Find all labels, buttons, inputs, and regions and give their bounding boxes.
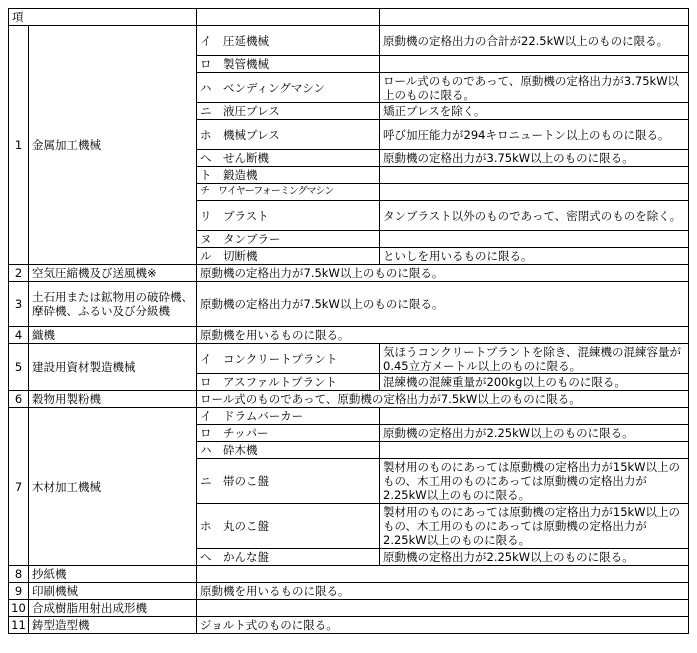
sub-item-condition: 原動機の定格出力が2.25kW以上のものに限る。: [380, 425, 689, 442]
row-number: 8: [9, 566, 29, 583]
sub-item-name: イ ドラムバーカー: [197, 408, 380, 425]
table-row: [9, 408, 689, 425]
sub-item-name: ル 切断機: [197, 248, 380, 265]
row-category: 抄紙機: [29, 566, 197, 583]
sub-item-condition: [380, 442, 689, 459]
row-condition: 原動機の定格出力が7.5kW以上のものに限る。: [197, 265, 689, 282]
row-number: 6: [9, 391, 29, 408]
sub-item-name: ニ 帯のこ盤: [197, 459, 380, 504]
table-row: [9, 344, 689, 374]
sub-item-name: ホ 機械プレス: [197, 120, 380, 150]
sub-item-name: へ せん断機: [197, 150, 380, 167]
table-row: [9, 566, 689, 583]
table-row: [9, 600, 689, 617]
sub-item-condition: 矯正プレスを除く。: [380, 103, 689, 120]
row-category: 金属加工機械: [29, 26, 197, 265]
table-row: [9, 327, 689, 344]
sub-item-condition: [380, 231, 689, 248]
sub-item-condition: タンブラスト以外のものであって、密閉式のものを除く。: [380, 201, 689, 231]
row-category: 建設用資材製造機械: [29, 344, 197, 391]
row-category: 土石用または鉱物用の破砕機、摩砕機、ふるい及び分級機: [29, 282, 197, 327]
sub-item-condition: 原動機の定格出力が2.25kW以上のものに限る。: [380, 549, 689, 566]
row-condition: ジョルト式のものに限る。: [197, 617, 689, 634]
row-number: 2: [9, 265, 29, 282]
row-category: 空気圧縮機及び送風機※: [29, 265, 197, 282]
sub-item-condition: 原動機の定格出力が3.75kW以上のものに限る。: [380, 150, 689, 167]
table-row: [9, 265, 689, 282]
sub-item-condition: 気ほうコンクリートプラントを除き、混練機の混練容量が0.45立方メートル以上のものに限る。: [380, 344, 689, 374]
sub-item-name: へ かんな盤: [197, 549, 380, 566]
table-row: [9, 26, 689, 56]
row-number: 7: [9, 408, 29, 566]
sub-item-condition: 呼び加圧能力が294キロニュートン以上のものに限る。: [380, 120, 689, 150]
row-number: 11: [9, 617, 29, 634]
sub-item-condition: [380, 408, 689, 425]
sub-item-name: ニ 液圧プレス: [197, 103, 380, 120]
sub-item-condition: ロール式のものであって、原動機の定格出力が3.75kW以上のものに限る。: [380, 73, 689, 103]
row-number: 10: [9, 600, 29, 617]
header-blank-cell: [197, 9, 380, 26]
row-number: 1: [9, 26, 29, 265]
sub-item-condition: 製材用のものにあっては原動機の定格出力が15kW以上のもの、木工用のものにあっては原動機の定格出力が2.25kW以上のものに限る。: [380, 504, 689, 549]
header-blank-cell: [380, 9, 689, 26]
sub-item-condition: といしを用いるものに限る。: [380, 248, 689, 265]
row-category: 木材加工機械: [29, 408, 197, 566]
sub-item-name: ホ 丸のこ盤: [197, 504, 380, 549]
row-category: 鋳型造型機: [29, 617, 197, 634]
facility-list-table: [8, 8, 689, 634]
row-number: 3: [9, 282, 29, 327]
sub-item-name: ハ ベンディングマシン: [197, 73, 380, 103]
regulation-table-container: [8, 8, 689, 634]
sub-item-condition: 混練機の混練重量が200kg以上のものに限る。: [380, 374, 689, 391]
sub-item-name: ト 鍛造機: [197, 167, 380, 184]
sub-item-name: ロ アスファルトプラント: [197, 374, 380, 391]
table-row: [9, 617, 689, 634]
row-condition: 原動機を用いるものに限る。: [197, 583, 689, 600]
sub-item-condition: 原動機の定格出力の合計が22.5kW以上のものに限る。: [380, 26, 689, 56]
row-condition: ロール式のものであって、原動機の定格出力が7.5kW以上のものに限る。: [197, 391, 689, 408]
sub-item-condition: [380, 56, 689, 73]
sub-item-name: リ ブラスト: [197, 201, 380, 231]
sub-item-condition: 製材用のものにあっては原動機の定格出力が15kW以上のもの、木工用のものにあっては原動機の定格出力が2.25kW以上のものに限る。: [380, 459, 689, 504]
table-row: [9, 583, 689, 600]
row-category: 合成樹脂用射出成形機: [29, 600, 197, 617]
table-row: [9, 282, 689, 327]
table-row: [9, 391, 689, 408]
row-condition: 原動機を用いるものに限る。: [197, 327, 689, 344]
sub-item-name: ロ チッパー: [197, 425, 380, 442]
row-condition: 原動機の定格出力が7.5kW以上のものに限る。: [197, 282, 689, 327]
header-item-label: 項: [9, 9, 197, 26]
sub-item-name: ハ 砕木機: [197, 442, 380, 459]
sub-item-name: イ コンクリートプラント: [197, 344, 380, 374]
row-category: 織機: [29, 327, 197, 344]
row-category: 穀物用製粉機: [29, 391, 197, 408]
row-category: 印刷機械: [29, 583, 197, 600]
row-condition: [197, 566, 689, 583]
sub-item-name: イ 圧延機械: [197, 26, 380, 56]
row-number: 4: [9, 327, 29, 344]
table-header-row: [9, 9, 689, 26]
row-condition: [197, 600, 689, 617]
row-number: 5: [9, 344, 29, 391]
sub-item-name: ロ 製管機械: [197, 56, 380, 73]
sub-item-name: ヌ タンブラー: [197, 231, 380, 248]
sub-item-condition: [380, 167, 689, 184]
sub-item-condition: [380, 184, 689, 201]
row-number: 9: [9, 583, 29, 600]
sub-item-name: チ ワイヤーフォーミングマシン: [197, 184, 380, 201]
